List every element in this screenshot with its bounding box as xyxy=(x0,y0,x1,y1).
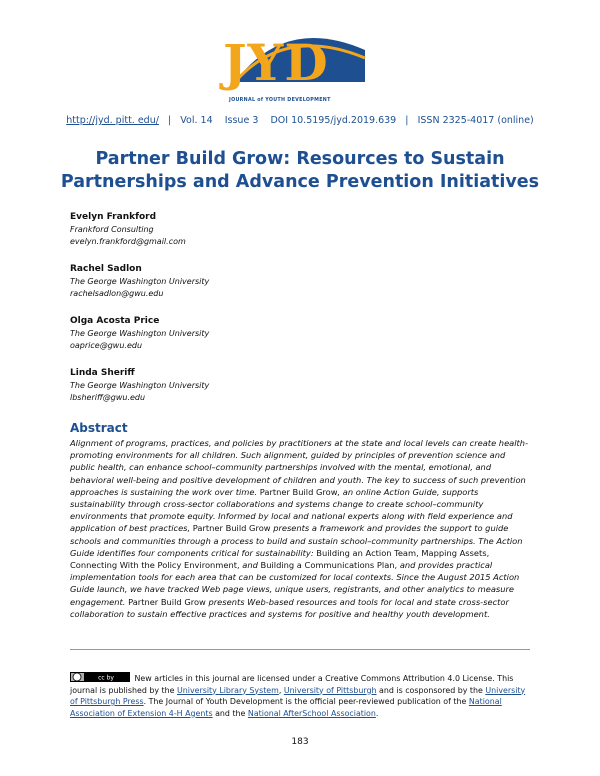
separator: | xyxy=(399,115,415,126)
abstract-text: Alignment of programs, practices, and policies by practitioners at the state and local levels can create health-promoting environments for all children. Such alignment, guided by principles of prevention science and public health, can enhance school–community partnerships involved with the mental, emotional, and behavioral well-being and positive development of children and youth. The key to success of such prevention approaches is sustaining the work over time. xyxy=(70,438,529,497)
abstract-text: Partner Build Grow xyxy=(128,596,206,607)
doi: DOI 10.5195/jyd.2019.639 xyxy=(270,115,397,126)
author-affiliation: The George Washington University xyxy=(70,329,210,338)
abstract-text: presents a framework and provides the support to guide schools and communities through a process to build and sustain school–community partnerships. The Action Guide identifies four components critical for sustainability: xyxy=(70,523,523,558)
university-library-system-link[interactable]: University Library System xyxy=(177,685,279,695)
author-email: rachelsadlon@gwu.edu xyxy=(70,289,164,298)
logo-letters: JYD xyxy=(223,33,329,92)
separator: | xyxy=(161,115,178,126)
university-of-pittsburgh-link[interactable]: University of Pittsburgh xyxy=(283,685,377,695)
author-name: Linda Sheriff xyxy=(70,368,135,378)
abstract-text: and xyxy=(242,560,258,571)
author-affiliation: Frankford Consulting xyxy=(70,225,154,234)
license-text: and is cosponsored by the xyxy=(379,685,483,695)
abstract-body xyxy=(70,437,532,620)
article-title: Partner Build Grow: Resources to Sustain Partnerships and Advance Prevention Initiatives xyxy=(60,149,540,192)
author-block xyxy=(70,263,530,300)
page-number: 183 xyxy=(291,737,309,747)
journal-url-link[interactable]: http://jyd. pitt. edu/ xyxy=(66,115,159,126)
divider xyxy=(70,649,530,650)
abstract-heading: Abstract xyxy=(70,421,128,435)
author-email: lbsheriff@gwu.edu xyxy=(70,393,146,402)
abstract-text: Partner Build Grow xyxy=(259,486,338,497)
abstract-text: Building an Action Team, Mapping Assets, Connecting With the Policy Environment, xyxy=(70,547,490,571)
author-name: Rachel Sadlon xyxy=(70,264,142,274)
issn: ISSN 2325-4017 (online) xyxy=(417,115,534,126)
license-block xyxy=(70,672,532,719)
svg-text:cc by: cc by xyxy=(98,674,114,682)
author-block xyxy=(70,211,530,248)
author-email: oaprice@gwu.edu xyxy=(70,341,143,350)
author-name: Olga Acosta Price xyxy=(70,316,160,326)
license-text: . xyxy=(375,708,379,718)
abstract-text: , an online Action Guide, supports sustainability through cross-sector collaborations and systems change to create school–community environments that promote equity. Informed by local and national experts along with field experience and application of best practices, xyxy=(70,486,513,534)
author-block xyxy=(70,367,530,404)
issue: Issue 3 xyxy=(224,115,259,126)
author-affiliation: The George Washington University xyxy=(70,381,210,390)
license-text: , xyxy=(278,685,282,695)
author-block xyxy=(70,315,530,352)
journal-logo xyxy=(215,20,385,110)
license-text: New articles in this journal are licensed under a Creative Commons Attribution 4.0 License. This journal is published by the xyxy=(70,674,514,695)
license-text: and the xyxy=(215,708,246,718)
abstract-text: and provides practical implementation tools for each area that can be customized for local contexts. Since the August 2015 Action Guide launch, we have tracked Web page views, unique users, registrants, and other analytics to measure engagement. xyxy=(70,560,520,607)
author-name: Evelyn Frankford xyxy=(70,212,157,222)
author-affiliation: The George Washington University xyxy=(70,277,210,286)
pittsburgh-press-link[interactable]: University of Pittsburgh Press xyxy=(70,685,526,706)
license-text: . The Journal of Youth Development is the official peer-reviewed publication of the xyxy=(143,697,467,706)
abstract-text: presents Web-based resources and tools for local and state cross-sector collaboration to sustain effective practices and systems for positive and healthy youth development. xyxy=(70,596,509,619)
logo-tagline: JOURNAL of YOUTH DEVELOPMENT xyxy=(229,98,331,103)
abstract-text: Building a Communications Plan, xyxy=(260,560,398,571)
nae4ha-link[interactable]: National Association of Extension 4-H Agents xyxy=(70,697,502,718)
abstract-text: Partner Build Grow xyxy=(192,523,271,534)
journal-meta-line xyxy=(0,115,600,126)
naa-link[interactable]: National AfterSchool Association xyxy=(247,708,376,718)
author-email: evelyn.frankford@gmail.com xyxy=(70,237,186,246)
cc-by-icon[interactable] xyxy=(70,672,130,682)
volume: Vol. 14 xyxy=(180,115,213,126)
